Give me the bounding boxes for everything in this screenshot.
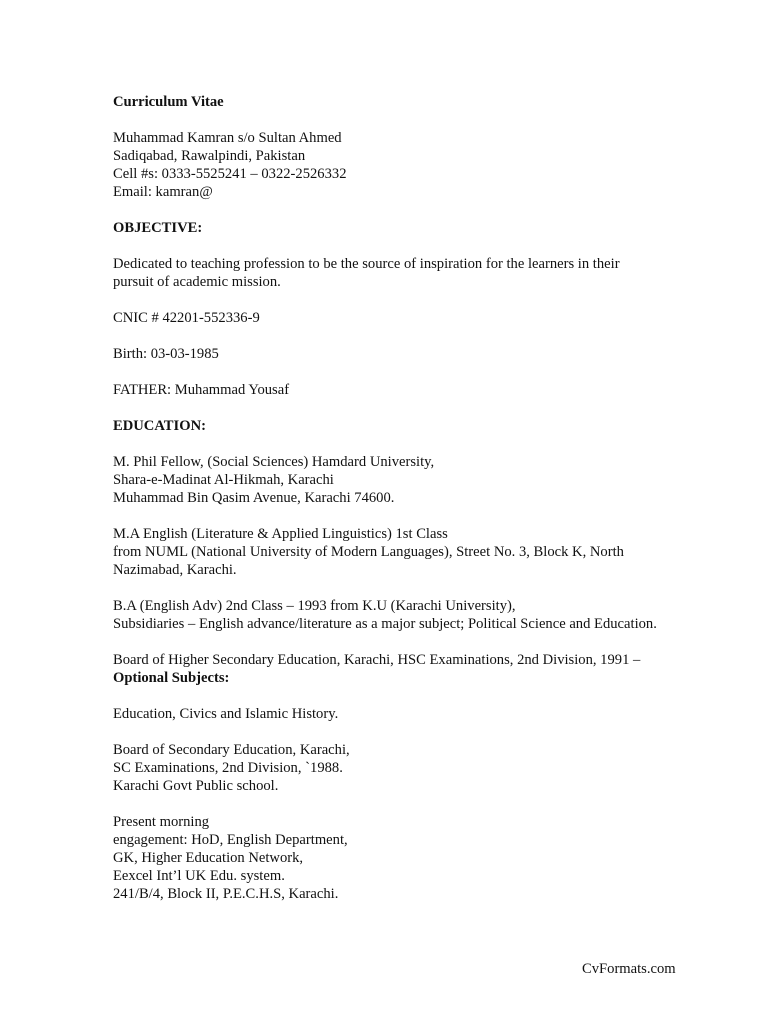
document-title: Curriculum Vitae xyxy=(113,94,224,110)
footer-watermark: CvFormats.com xyxy=(582,961,676,977)
hsc-line: Board of Higher Secondary Education, Karachi, HSC Examinations, 2nd Division, 1991 – xyxy=(113,652,641,668)
ma-line: Nazimabad, Karachi. xyxy=(113,562,237,578)
ba-line: Subsidiaries – English advance/literature as a major subject; Political Science and Education. xyxy=(113,616,657,632)
father-line: FATHER: Muhammad Yousaf xyxy=(113,382,290,398)
objective-heading: OBJECTIVE: xyxy=(113,220,203,236)
mphil-line: Shara-e-Madinat Al-Hikmah, Karachi xyxy=(113,472,334,488)
cell-line: Cell #s: 0333-5525241 – 0322-2526332 xyxy=(113,166,347,182)
email-line: Email: kamran@ xyxy=(113,184,213,200)
present-engagement-line: Eexcel Int’l UK Edu. system. xyxy=(113,868,285,884)
sc-line: Board of Secondary Education, Karachi, xyxy=(113,742,350,758)
birth-line: Birth: 03-03-1985 xyxy=(113,346,219,362)
present-engagement-line: Present morning xyxy=(113,814,210,830)
present-engagement-line: engagement: HoD, English Department, xyxy=(113,832,348,848)
sc-line: SC Examinations, 2nd Division, `1988. xyxy=(113,760,343,776)
present-engagement-line: GK, Higher Education Network, xyxy=(113,850,304,866)
optional-subjects-line: Education, Civics and Islamic History. xyxy=(113,706,339,722)
name-line: Muhammad Kamran s/o Sultan Ahmed xyxy=(113,130,342,146)
objective-text-line: Dedicated to teaching profession to be the source of inspiration for the learners in their xyxy=(113,256,620,272)
cnic-line: CNIC # 42201-552336-9 xyxy=(113,310,260,326)
mphil-line: M. Phil Fellow, (Social Sciences) Hamdard University, xyxy=(113,454,435,470)
objective-text-line: pursuit of academic mission. xyxy=(113,274,281,290)
address-line: Sadiqabad, Rawalpindi, Pakistan xyxy=(113,148,306,164)
ma-line: M.A English (Literature & Applied Linguistics) 1st Class xyxy=(113,526,448,542)
education-heading: EDUCATION: xyxy=(113,418,206,434)
ba-line: B.A (English Adv) 2nd Class – 1993 from K.U (Karachi University), xyxy=(113,598,516,614)
mphil-line: Muhammad Bin Qasim Avenue, Karachi 74600. xyxy=(113,490,395,506)
sc-line: Karachi Govt Public school. xyxy=(113,778,279,794)
optional-subjects-heading: Optional Subjects: xyxy=(113,670,230,686)
ma-line: from NUML (National University of Modern Languages), Street No. 3, Block K, North xyxy=(113,544,624,560)
present-engagement-line: 241/B/4, Block II, P.E.C.H.S, Karachi. xyxy=(113,886,339,902)
